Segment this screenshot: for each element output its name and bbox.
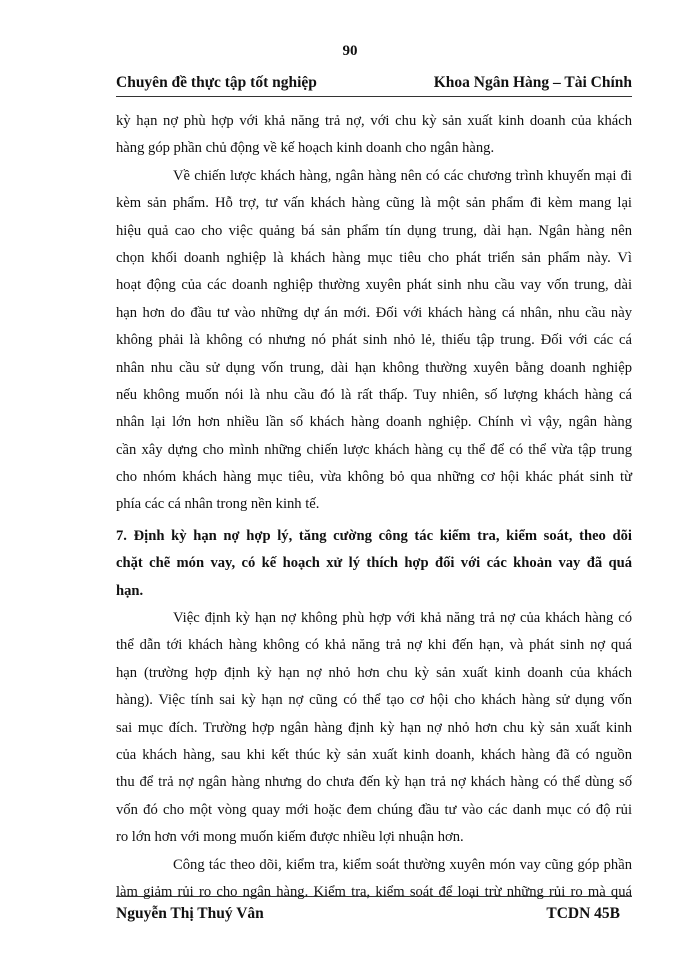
text-line: kèm sản phẩm. Hỗ trợ, tư vấn khách hàng cũng là một sản phẩm đi kèm mang lại [116,195,632,212]
page-header [116,74,632,97]
text-line: hạn hơn do đầu tư vào những dự án mới. Đối với khách hàng cá nhân, nhu cầu này [116,304,632,321]
paragraph [116,110,632,165]
text-line: Công tác theo dõi, kiểm tra, kiểm soát thường xuyên món vay cũng góp phần [173,856,632,873]
text-line: phía các cá nhân trong nền kinh tế. [116,496,320,513]
text-line: chọn khối doanh nghiệp là khách hàng mục tiêu cho phát triển sản phẩm này. Vì [116,249,632,266]
text-line: nếu không muốn nói là nhu cầu đó là rất thấp. Tuy nhiên, số lượng khách hàng cá [116,386,632,403]
heading-line: hạn. [116,582,144,599]
text-line: thu để trả nợ ngân hàng nhưng do chưa đến kỳ hạn trả nợ khách hàng có thể dùng số [116,774,632,791]
text-line: hiệu quả cao cho việc quảng bá sản phẩm tín dụng trung, dài hạn. Ngân hàng nên [116,222,632,239]
text-line: hoạt động của các doanh nghiệp thường xuyên phát sinh nhu cầu vay vốn trung, dài [116,277,632,294]
text-line: không phải là không có nhưng nó phát sinh nhỏ lẻ, thiếu tập trung. Đối với các cá [116,332,632,349]
paragraph [116,607,632,854]
text-line: nhân lại lớn hơn nhiều lần số khách hàng doanh nghiệp. Chính vì vậy, ngân hàng [116,414,632,431]
text-line: vốn đó cho một vòng quay mới hoặc đem chúng đầu tư vào các danh mục có độ rủi [116,801,632,818]
text-line: hạn (trường hợp định kỳ hạn nợ nhỏ hơn chu kỳ sản xuất kinh doanh của khách [116,664,632,681]
paragraph [116,165,632,521]
text-line: thể dẫn tới khách hàng không có khả năng trả nợ khi đến hạn, và phát sinh nợ quá [116,637,632,654]
footer-class: TCDN 45B [546,905,620,922]
section-heading [116,525,632,607]
heading-line: chặt chẽ món vay, có kế hoạch xử lý thích hợp đối với các khoản vay đã quá [116,555,632,572]
text-line: ro lớn hơn với mong muốn kiếm được nhiều lợi nhuận hơn. [116,829,464,846]
heading-line: 7. Định kỳ hạn nợ hợp lý, tăng cường công tác kiểm tra, kiểm soát, theo dõi [116,527,632,544]
header-department: Khoa Ngân Hàng – Tài Chính [433,74,632,91]
text-line: sai mục đích. Trường hợp ngân hàng định kỳ hạn nợ nhỏ hơn chu kỳ sản xuất kinh [116,719,632,736]
text-line: cho nhóm khách hàng mục tiêu, vừa không bỏ qua những cơ hội khác phát sinh từ [116,469,632,486]
text-line: cần xây dựng cho mình những chiến lược khách hàng cụ thể để có thể vừa tập trung [116,441,632,458]
text-line: của khách hàng, sau khi kết thúc kỳ sản xuất kinh doanh, khách hàng đã có nguồn [116,746,632,763]
page-number: 90 [342,43,358,59]
footer-author: Nguyễn Thị Thuý Vân [116,905,264,922]
text-line: hàng). Việc tính sai kỳ hạn nợ cũng có thể tạo cơ hội cho khách hàng sử dụng vốn [116,692,632,709]
text-line: làm giảm rủi ro cho ngân hàng. Kiểm tra, kiểm soát để loại trừ những rủi ro mà quá [116,883,632,900]
document-body [116,110,632,908]
text-line: nhân nhu cầu sử dụng vốn trung, dài hạn không thường xuyên bằng doanh nghiệp [116,359,632,376]
text-line: hàng góp phần chủ động về kế hoạch kinh doanh cho ngân hàng. [116,140,495,157]
header-title: Chuyên đề thực tập tốt nghiệp [116,74,317,91]
text-line: Việc định kỳ hạn nợ không phù hợp với khả năng trả nợ của khách hàng có [173,610,632,627]
page-footer [116,896,632,923]
text-line: Về chiến lược khách hàng, ngân hàng nên có các chương trình khuyến mại đi [173,167,632,184]
text-line: kỳ hạn nợ phù hợp với khả năng trả nợ, với chu kỳ sản xuất kinh doanh của khách [116,113,632,129]
